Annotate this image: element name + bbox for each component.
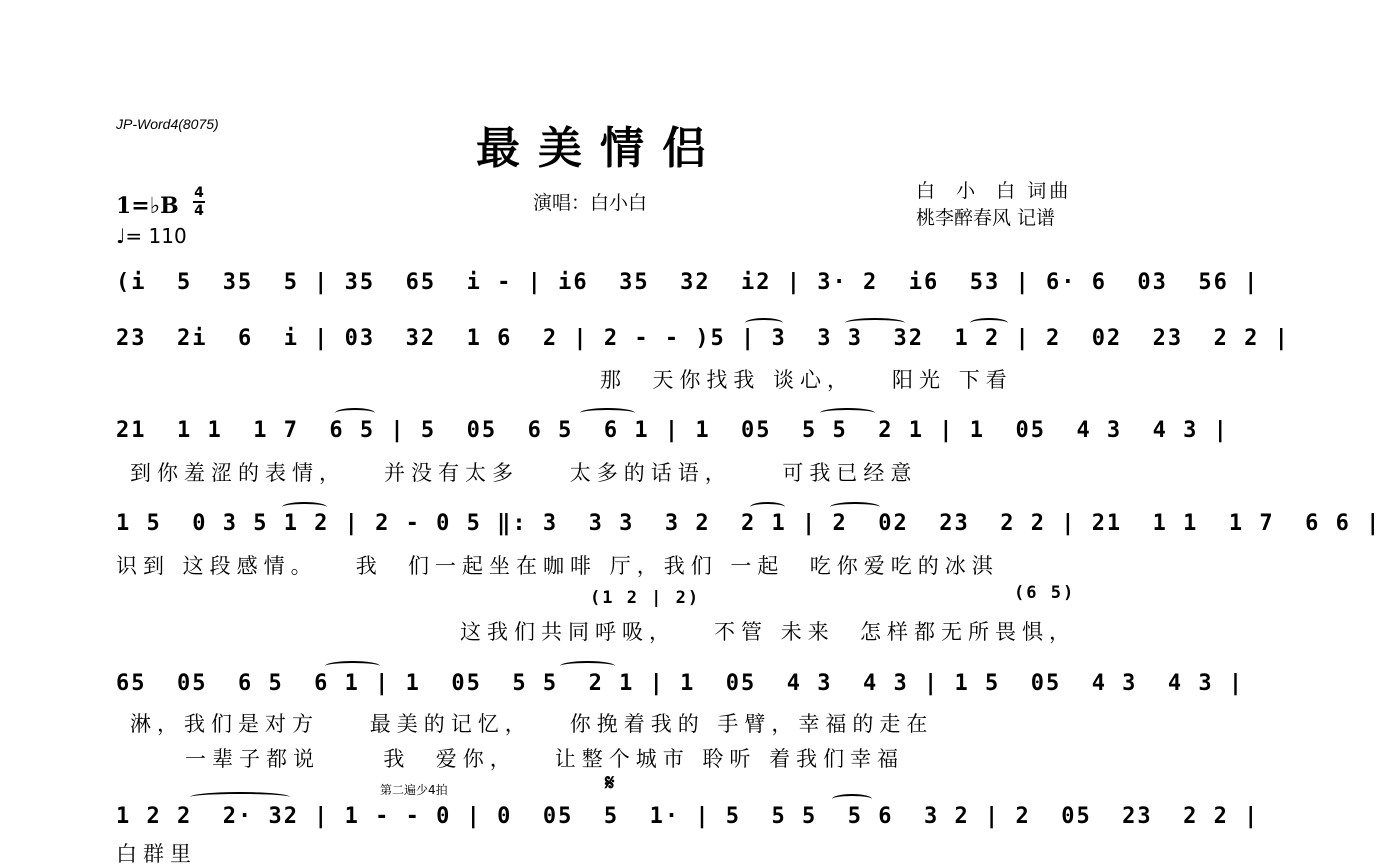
lyric-row-5: 这我们共同呼吸， 不管 未来 怎样都无所畏惧，: [460, 620, 1077, 644]
tempo-marking: ♩= 110: [116, 224, 187, 248]
software-tag: JP-Word4(8075): [116, 116, 219, 132]
notation-row-4: 1 5 0 3 5 1 2 | 2 - 0 5 ‖: 3 3 3 3 2 2 1 | 2 02 23 2 2 | 21 1 1 1 7 6 6 |: [116, 511, 1381, 536]
notation-row-6: 65 05 6 5 6 1 | 1 05 5 5 2 1 | 1 05 4 3 4 3 | 1 5 05 4 3 4 3 |: [116, 671, 1245, 696]
notation-row-1: (i 5 35 5 | 35 65 i - | i6 35 32 i2 | 3· 2 i6 53 | 6· 6 03 56 |: [116, 270, 1260, 295]
lyrics-music-credit: 白 小 白 词曲: [916, 180, 1072, 202]
time-signature-bottom: 4: [194, 203, 204, 219]
lyric-row-6b: 一辈子都说 我 爱你， 让整个城市 聆听 着我们幸福: [185, 747, 905, 771]
slur-mark: [820, 408, 875, 418]
slur-mark: [970, 318, 1008, 328]
alternate-notes: (1 2 | 2): [590, 588, 701, 608]
singer-credit: 演唱：白小白: [533, 192, 648, 214]
transcriber-credit: 桃李醉春风 记谱: [916, 207, 1056, 229]
song-title: 最美情侣: [476, 123, 724, 174]
repeat-annotation: 第二遍少4拍: [380, 783, 448, 797]
slur-mark: [580, 408, 635, 418]
slur-mark: [560, 661, 615, 671]
slur-mark: [830, 502, 880, 512]
notation-row-3: 21 1 1 1 7 6 5 | 5 05 6 5 6 1 | 1 05 5 5 2 1 | 1 05 4 3 4 3 |: [116, 418, 1229, 443]
slur-mark: [832, 794, 872, 804]
lyric-row-2: 那 天你找我 谈心， 阳光 下看: [600, 368, 1013, 392]
lyric-row-6: 淋，我们是对方 最美的记忆， 你挽着我的 手臂，幸福的走在: [130, 712, 934, 736]
slur-mark: [282, 502, 327, 512]
lyric-row-4: 识到 这段感情。 我 们一起坐在咖啡 厅，我们 一起 吃你爱吃的冰淇: [116, 554, 999, 578]
lyric-row-7: 白群里: [116, 842, 197, 866]
segno-icon: 𝄋: [605, 771, 615, 796]
lyric-row-3: 到你羞涩的表情， 并没有太多 太多的话语， 可我已经意: [130, 461, 918, 485]
notation-row-7: 1 2 2 2· 32 | 1 - - 0 | 0 05 5 1· | 5 5 5 5 6 3 2 | 2 05 23 2 2 |: [116, 804, 1260, 829]
slur-mark: [845, 318, 905, 328]
slur-mark: [750, 502, 785, 512]
alternate-notes-2: (6 5): [1014, 583, 1076, 603]
time-signature: [193, 186, 205, 218]
time-signature-top: 4: [194, 185, 204, 201]
slur-mark: [745, 318, 783, 328]
key-signature: 1=♭B: [116, 193, 179, 219]
slur-mark: [335, 408, 375, 418]
slur-mark: [190, 792, 290, 802]
notation-row-2: 23 2i 6 i | 03 32 1 6 2 | 2 - - )5 | 3 3 3 32 1 2 | 2 02 23 2 2 |: [116, 326, 1290, 351]
slur-mark: [325, 661, 380, 671]
